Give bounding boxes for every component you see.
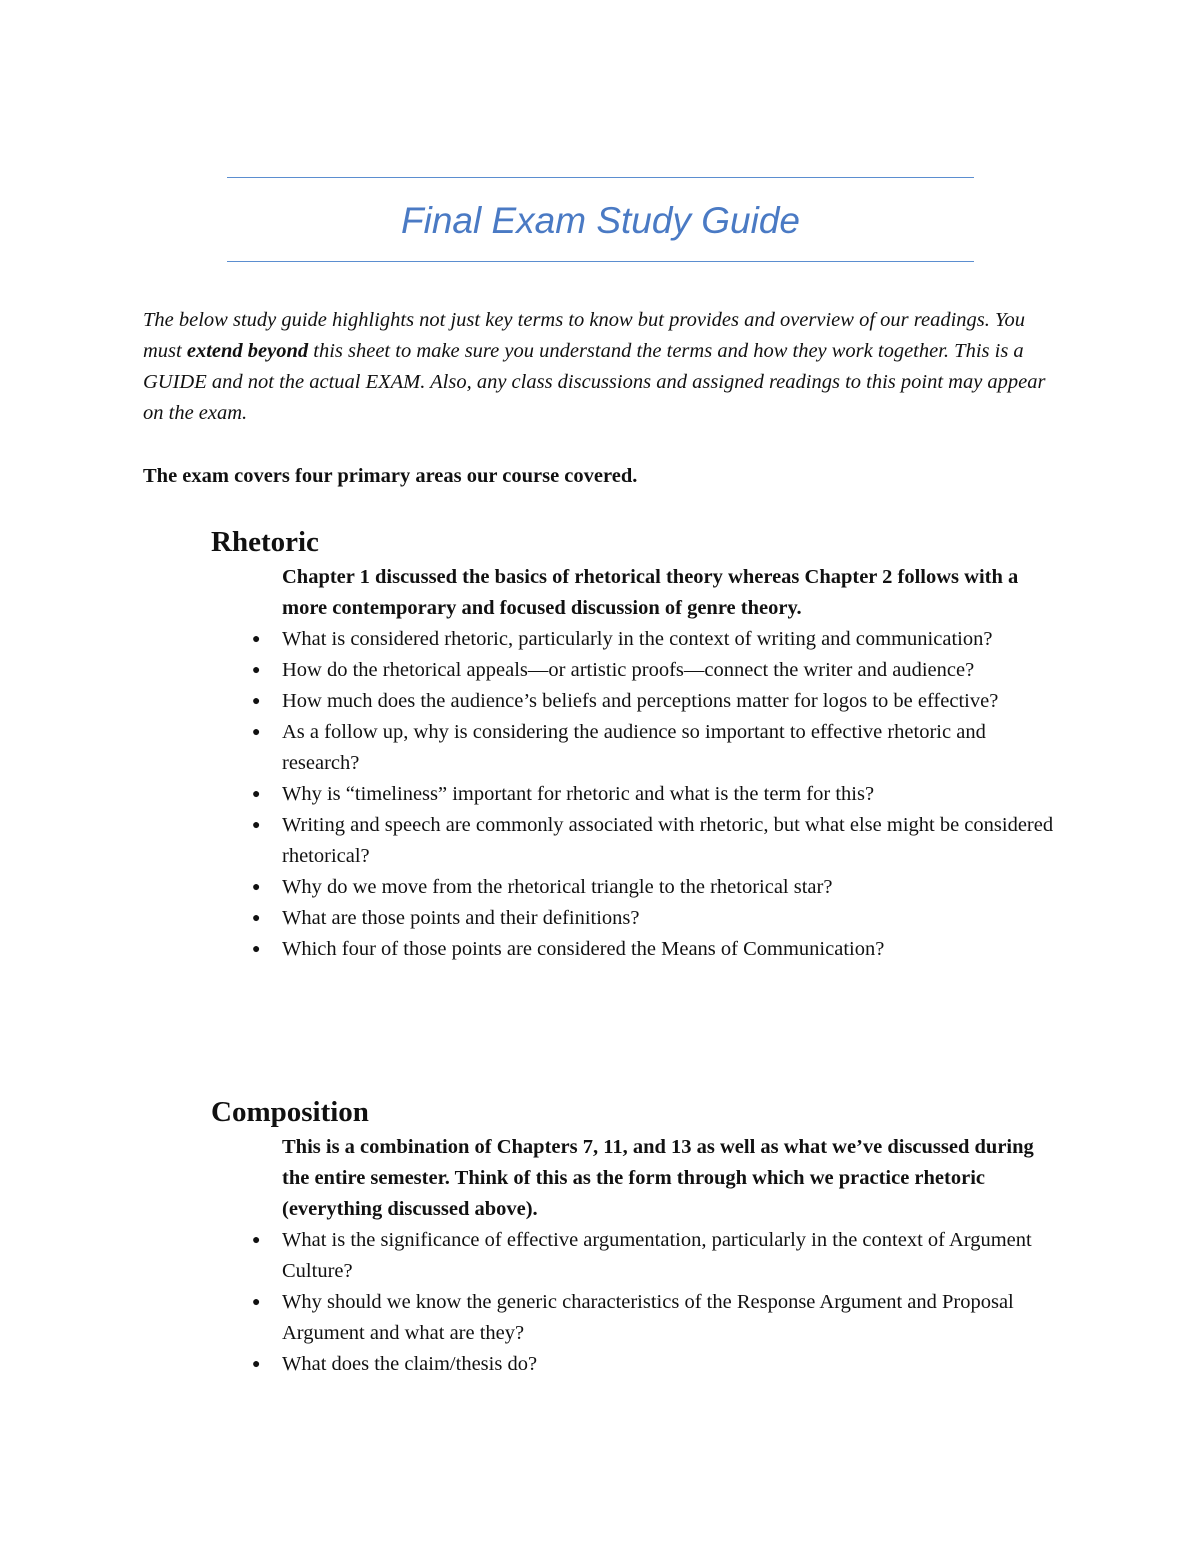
bullet-icon: ● bbox=[252, 942, 261, 957]
section-lead: Chapter 1 discussed the basics of rhetorical theory whereas Chapter 2 follows with a more contemporary and focused discussion of genre theory. bbox=[282, 566, 1019, 619]
list-item bbox=[211, 1349, 1062, 1380]
list-item bbox=[211, 779, 1062, 810]
page-title: Final Exam Study Guide bbox=[401, 200, 800, 241]
intro-paragraph bbox=[143, 305, 1063, 429]
bullet-icon: ● bbox=[252, 694, 261, 709]
list-item-text: Writing and speech are commonly associated with rhetoric, but what else might be considered rhetorical? bbox=[282, 814, 1054, 867]
title-top-rule bbox=[227, 177, 974, 178]
bullet-icon: ● bbox=[252, 818, 261, 833]
bullet-icon: ● bbox=[252, 663, 261, 678]
bullet-icon: ● bbox=[252, 787, 261, 802]
list-item-text: Why is “timeliness” important for rhetoric and what is the term for this? bbox=[282, 783, 875, 805]
list-item-text: What is the significance of effective argumentation, particularly in the context of Argument Culture? bbox=[282, 1229, 1032, 1282]
list-item bbox=[211, 810, 1062, 872]
intro-text-part-2: this sheet to make sure you understand the terms and how they work together. This is a GUIDE and not the actual EXAM. Also, any class discussions and assigned readings to this point may appear on the exam. bbox=[143, 340, 1046, 424]
section-rhetoric bbox=[211, 522, 1071, 965]
list-item-text: What is considered rhetoric, particularly in the context of writing and communication? bbox=[282, 628, 993, 650]
list-item-text: As a follow up, why is considering the audience so important to effective rhetoric and research? bbox=[282, 721, 986, 774]
question-list bbox=[211, 1225, 1071, 1380]
section-lead: This is a combination of Chapters 7, 11, and 13 as well as what we’ve discussed during the entire semester. Think of this as the form through which we practice rhetoric (everything discussed above). bbox=[282, 1136, 1034, 1220]
list-item bbox=[211, 903, 1062, 934]
list-item bbox=[211, 655, 1062, 686]
section-composition bbox=[211, 1092, 1071, 1380]
list-item-text: Why should we know the generic characteristics of the Response Argument and Proposal Argument and what are they? bbox=[282, 1291, 1014, 1344]
list-item-text: Why do we move from the rhetorical triangle to the rhetorical star? bbox=[282, 876, 833, 898]
list-item-text: How much does the audience’s beliefs and perceptions matter for logos to be effective? bbox=[282, 690, 999, 712]
bullet-icon: ● bbox=[252, 725, 261, 740]
bullet-icon: ● bbox=[252, 1295, 261, 1310]
list-item-text: How do the rhetorical appeals—or artistic proofs—connect the writer and audience? bbox=[282, 659, 975, 681]
section-heading: Rhetoric bbox=[211, 526, 319, 558]
bullet-icon: ● bbox=[252, 911, 261, 926]
list-item bbox=[211, 717, 1062, 779]
section-heading: Composition bbox=[211, 1096, 369, 1128]
list-item bbox=[211, 1287, 1062, 1349]
bullet-icon: ● bbox=[252, 880, 261, 895]
list-item bbox=[211, 934, 1062, 965]
list-item-text: Which four of those points are considered the Means of Communication? bbox=[282, 938, 885, 960]
intro-text-part-1: The below study guide highlights not just key terms to know but provides and overview of our readings. You must bbox=[143, 309, 1026, 362]
list-item bbox=[211, 1225, 1062, 1287]
bullet-icon: ● bbox=[252, 1233, 261, 1248]
list-item-text: What are those points and their definitions? bbox=[282, 907, 640, 929]
question-list bbox=[211, 624, 1071, 965]
bullet-icon: ● bbox=[252, 1357, 261, 1372]
exam-covers-statement: The exam covers four primary areas our course covered. bbox=[143, 465, 638, 487]
list-item bbox=[211, 624, 1062, 655]
list-item bbox=[211, 686, 1062, 717]
list-item-text: What does the claim/thesis do? bbox=[282, 1353, 538, 1375]
title-bottom-rule bbox=[227, 261, 974, 262]
bullet-icon: ● bbox=[252, 632, 261, 647]
intro-emphasis: extend beyond bbox=[186, 340, 309, 362]
list-item bbox=[211, 872, 1062, 903]
